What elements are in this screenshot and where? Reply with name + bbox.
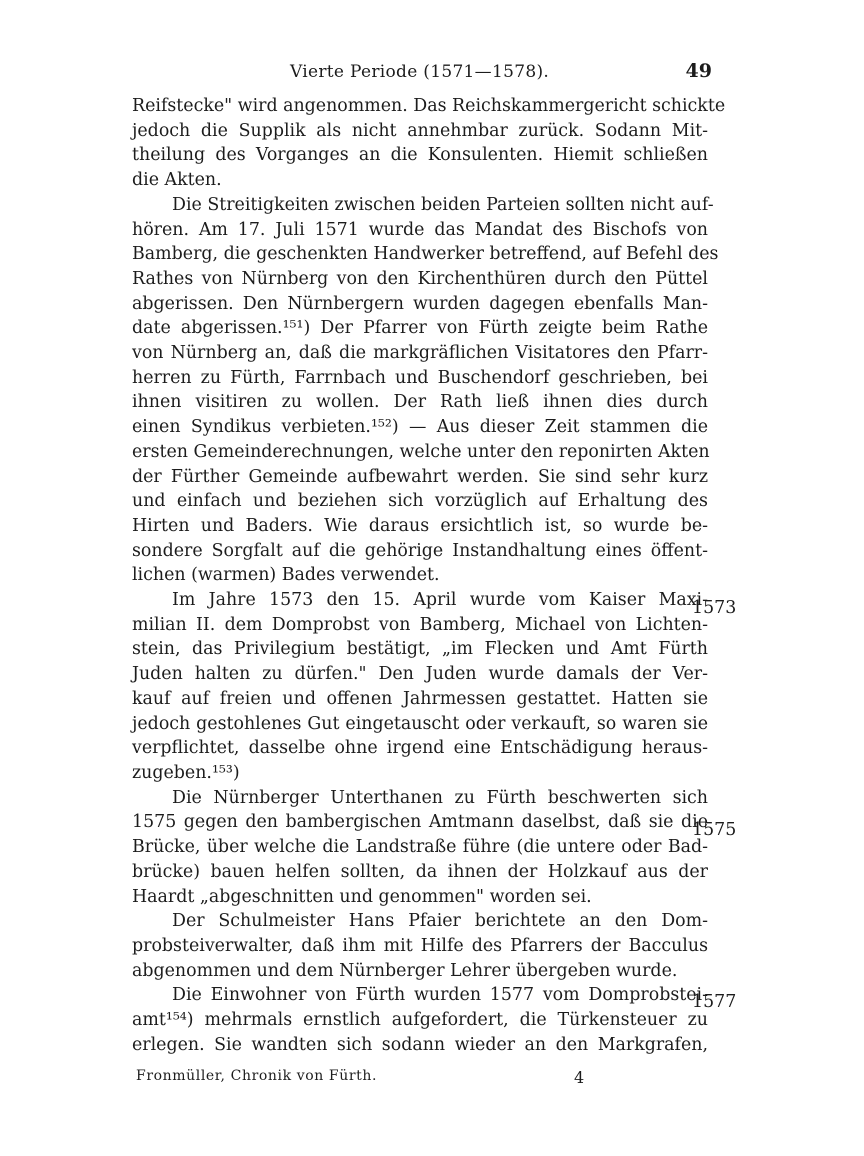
text-line: Reifstecke" wird angenommen. Das Reichskammergericht schickte <box>132 96 726 116</box>
paragraph <box>132 588 708 786</box>
text-line: Im Jahre 1573 den 15. April wurde vom Kaiser Maxi- <box>172 590 708 611</box>
paragraph <box>132 983 708 1057</box>
text-line: herren zu Fürth, Farrnbach und Buschendorf geschrieben, bei <box>132 367 708 388</box>
text-line: zugeben.¹⁵³) <box>132 762 240 783</box>
text-line: Bamberg, die geschenkten Handwerker betreffend, auf Befehl des <box>132 244 719 265</box>
text-line: Die Nürnberger Unterthanen zu Fürth beschwerten sich <box>172 787 708 808</box>
text-line: lichen (warmen) Bades verwendet. <box>132 565 440 586</box>
body-text <box>132 94 726 1057</box>
text-line: Hirten und Baders. Wie daraus ersichtlich ist, so wurde be- <box>132 515 708 536</box>
text-line: milian II. dem Domprobst von Bamberg, Michael von Lichten- <box>132 614 708 635</box>
text-line: amt¹⁵⁴) mehrmals ernstlich aufgefordert, die Türkensteuer zu <box>132 1010 708 1031</box>
text-line: einen Syndikus verbieten.¹⁵²) — Aus dieser Zeit stammen die <box>132 417 708 438</box>
text-line: Die Einwohner von Fürth wurden 1577 vom Domprobstei- <box>172 985 708 1006</box>
paragraph <box>132 94 726 193</box>
text-line: jedoch gestohlenes Gut eingetauscht oder verkauft, so waren sie <box>132 713 708 734</box>
text-line: probsteiverwalter, daß ihm mit Hilfe des Pfarrers der Bacculus <box>132 935 708 956</box>
text-line: brücke) bauen helfen sollten, da ihnen der Holzkauf aus der <box>132 861 708 882</box>
text-line: stein, das Privilegium bestätigt, „im Flecken und Amt Fürth <box>132 639 708 660</box>
margin-year: 1573 <box>692 598 737 618</box>
text-line: verpflichtet, dasselbe ohne irgend eine Entschädigung heraus- <box>132 738 708 759</box>
text-line: die Akten. <box>132 170 222 191</box>
footer-source: Fronmüller, Chronik von Fürth. <box>136 1068 378 1084</box>
text-line: kauf auf freien und offenen Jahrmessen gestattet. Hatten sie <box>132 688 708 709</box>
text-line: ersten Gemeinderechnungen, welche unter den reponirten Akten <box>132 441 710 462</box>
text-line: Juden halten zu dürfen." Den Juden wurde damals der Ver- <box>132 664 708 685</box>
page-footer <box>136 1068 696 1090</box>
text-line: 1575 gegen den bambergischen Amtmann daselbst, daß sie die <box>132 812 708 833</box>
signature-mark: 4 <box>574 1068 585 1087</box>
paragraph <box>132 786 708 910</box>
text-line: hören. Am 17. Juli 1571 wurde das Mandat des Bischofs von <box>132 219 708 240</box>
text-line: abgerissen. Den Nürnbergern wurden dagegen ebenfalls Man- <box>132 293 708 314</box>
margin-year: 1577 <box>692 992 737 1012</box>
text-line: theilung des Vorganges an die Konsulenten. Hiemit schließen <box>132 145 708 166</box>
text-line: Haardt „abgeschnitten und genommen" worden sei. <box>132 886 592 907</box>
paragraph <box>132 193 719 588</box>
text-line: jedoch die Supplik als nicht annehmbar zurück. Sodann Mit- <box>132 120 708 141</box>
margin-year: 1575 <box>692 820 737 840</box>
page-header <box>130 60 710 88</box>
text-line: von Nürnberg an, daß die markgräflichen Visitatores den Pfarr- <box>132 343 708 364</box>
paragraph <box>132 909 708 983</box>
page-number: 49 <box>685 60 712 82</box>
text-line: abgenommen und dem Nürnberger Lehrer übergeben wurde. <box>132 960 678 981</box>
text-line: Die Streitigkeiten zwischen beiden Parteien sollten nicht auf- <box>172 194 714 215</box>
text-line: Der Schulmeister Hans Pfaier berichtete an den Dom- <box>172 911 708 932</box>
text-line: sondere Sorgfalt auf die gehörige Instandhaltung eines öffent- <box>132 540 708 561</box>
text-line: erlegen. Sie wandten sich sodann wieder an den Markgrafen, <box>132 1034 708 1055</box>
text-line: Brücke, über welche die Landstraße führe (die untere oder Bad- <box>132 837 708 858</box>
text-line: der Fürther Gemeinde aufbewahrt werden. Sie sind sehr kurz <box>132 466 708 487</box>
text-line: ihnen visitiren zu wollen. Der Rath ließ ihnen dies durch <box>132 392 708 413</box>
text-line: date abgerissen.¹⁵¹) Der Pfarrer von Fürth zeigte beim Rathe <box>132 318 708 339</box>
running-head: Vierte Periode (1571—1578). <box>290 62 550 82</box>
text-line: Rathes von Nürnberg von den Kirchenthüren durch den Püttel <box>132 268 708 289</box>
text-line: und einfach und beziehen sich vorzüglich auf Erhaltung des <box>132 491 708 512</box>
